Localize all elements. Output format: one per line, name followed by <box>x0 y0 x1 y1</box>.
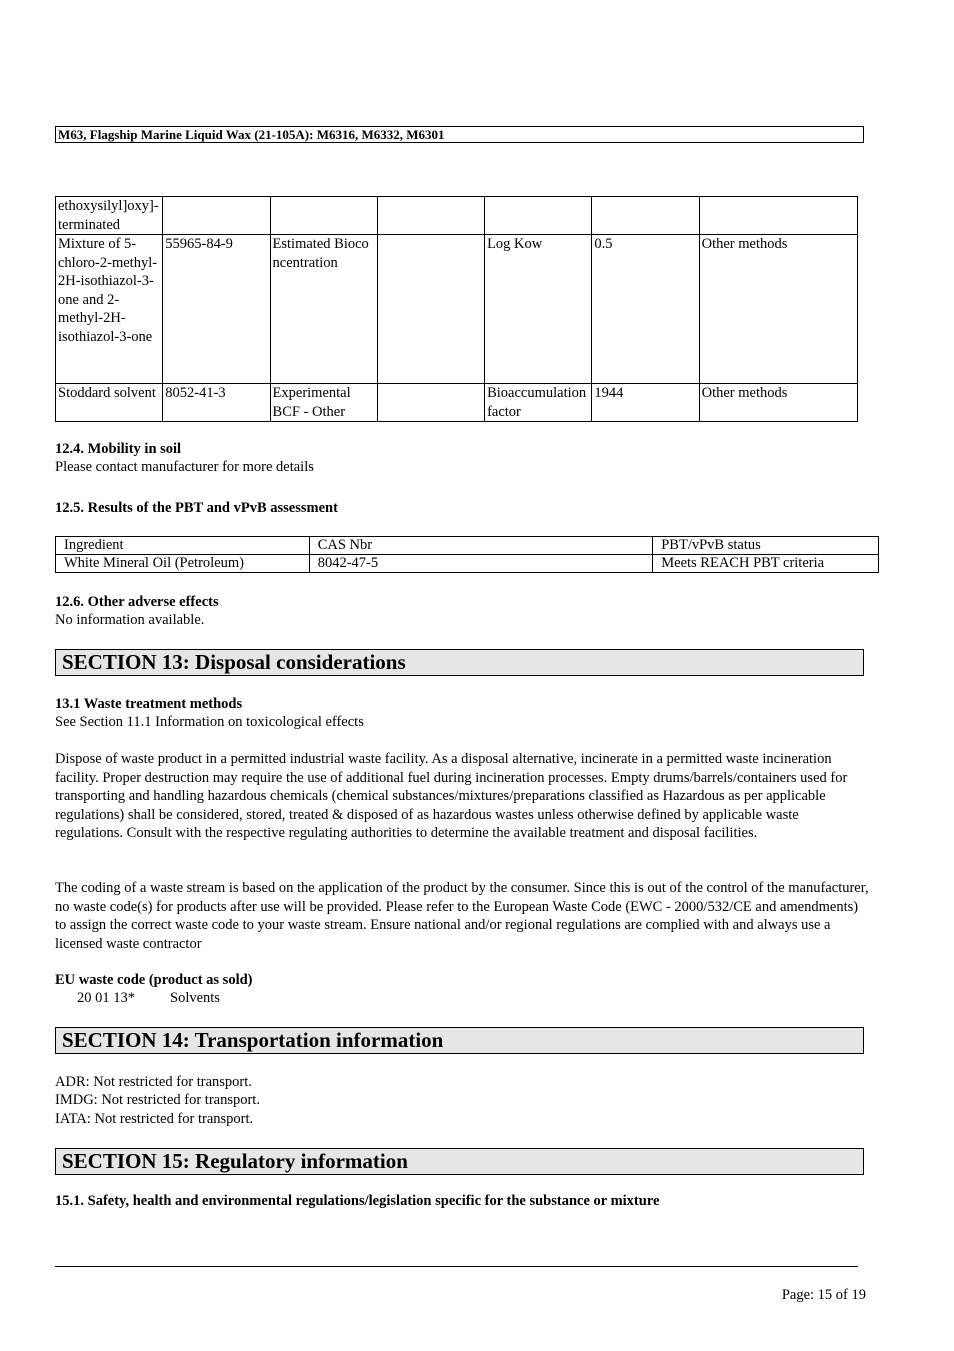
table-cell: Mixture of 5-chloro-2-methyl-2H-isothiazol-3-one and 2-methyl-2H-isothiazol-3-one <box>56 235 163 384</box>
mobility-heading: 12.4. Mobility in soil <box>55 441 182 457</box>
document-header: M63, Flagship Marine Liquid Wax (21-105A): M6316, M6332, M6301 <box>55 126 864 143</box>
table-cell: Log Kow <box>485 235 592 384</box>
eu-waste-code: 20 01 13* <box>77 990 135 1006</box>
table-cell: Other methods <box>699 235 857 384</box>
table-cell: Experimental BCF - Other <box>270 384 377 422</box>
disposal-paragraph: Dispose of waste product in a permitted industrial waste facility. As a disposal alternative, incinerate in a permitted waste incineration facility. Proper destruction may require the use of additional fuel during incineration processes. Empty drums/barrels/containers used for transporting and handling hazardous chemicals (chemical substances/mixtures/preparations classified as Hazardous as per applicable regulations) shall be considered, stored, treated & disposed of as hazardous wastes unless otherwise defined by applicable waste regulations. Consult with the respective regulating authorities to determine the available treatment and disposal facilities. <box>55 751 848 841</box>
pbt-table <box>55 536 879 573</box>
table-row <box>56 197 858 235</box>
eu-waste-code-heading: EU waste code (product as sold) <box>55 972 253 988</box>
table-cell <box>699 197 857 235</box>
waste-coding-paragraph: The coding of a waste stream is based on the application of the product by the consumer. Since this is out of the control of the manufacturer, no waste code(s) for products after use will be provided. Please refer to the European Waste Code (EWC - 2000/532/CE and amendments) to assign the correct waste code to your waste stream. Ensure national and/or regional regulations are complied with and always use a licensed waste contractor <box>55 880 869 952</box>
table-cell: 8042-47-5 <box>309 555 653 573</box>
page-number: Page: 15 of 19 <box>781 1287 866 1303</box>
ecotoxicity-table <box>55 196 858 422</box>
table-cell <box>377 384 484 422</box>
column-header: CAS Nbr <box>309 537 653 555</box>
table-cell <box>163 197 270 235</box>
table-cell: 55965-84-9 <box>163 235 270 384</box>
table-cell: 1944 <box>592 384 699 422</box>
eu-waste-description: Solvents <box>170 990 220 1006</box>
table-cell <box>377 235 484 384</box>
table-cell <box>377 197 484 235</box>
other-effects-text: No information available. <box>55 612 205 628</box>
table-cell <box>485 197 592 235</box>
iata-line: IATA: Not restricted for transport. <box>55 1111 254 1127</box>
table-cell: Other methods <box>699 384 857 422</box>
table-cell: White Mineral Oil (Petroleum) <box>56 555 310 573</box>
table-row <box>56 384 858 422</box>
table-cell: ethoxysilyl]oxy]-terminated <box>56 197 163 235</box>
table-cell <box>592 197 699 235</box>
table-cell: 8052-41-3 <box>163 384 270 422</box>
adr-line: ADR: Not restricted for transport. <box>55 1074 252 1090</box>
table-header-row <box>56 537 879 555</box>
pbt-heading: 12.5. Results of the PBT and vPvB assessment <box>55 500 338 516</box>
column-header: PBT/vPvB status <box>653 537 879 555</box>
table-row <box>56 555 879 573</box>
section-13-title: SECTION 13: Disposal considerations <box>55 649 864 676</box>
waste-treatment-line: See Section 11.1 Information on toxicological effects <box>55 714 364 730</box>
waste-treatment-heading: 13.1 Waste treatment methods <box>55 696 243 712</box>
mobility-text: Please contact manufacturer for more details <box>55 459 314 475</box>
section-15-title: SECTION 15: Regulatory information <box>55 1148 864 1175</box>
table-cell: Bioaccumulation factor <box>485 384 592 422</box>
table-cell: 0.5 <box>592 235 699 384</box>
table-cell: Estimated Bioconcentration <box>270 235 377 384</box>
table-cell: Stoddard solvent <box>56 384 163 422</box>
regulations-heading: 15.1. Safety, health and environmental regulations/legislation specific for the substance or mixture <box>55 1193 660 1209</box>
table-row <box>56 235 858 384</box>
table-cell <box>270 197 377 235</box>
table-cell: Meets REACH PBT criteria <box>653 555 879 573</box>
section-14-title: SECTION 14: Transportation information <box>55 1027 864 1054</box>
column-header: Ingredient <box>56 537 310 555</box>
footer-divider <box>55 1266 858 1267</box>
imdg-line: IMDG: Not restricted for transport. <box>55 1092 260 1108</box>
other-effects-heading: 12.6. Other adverse effects <box>55 594 219 610</box>
